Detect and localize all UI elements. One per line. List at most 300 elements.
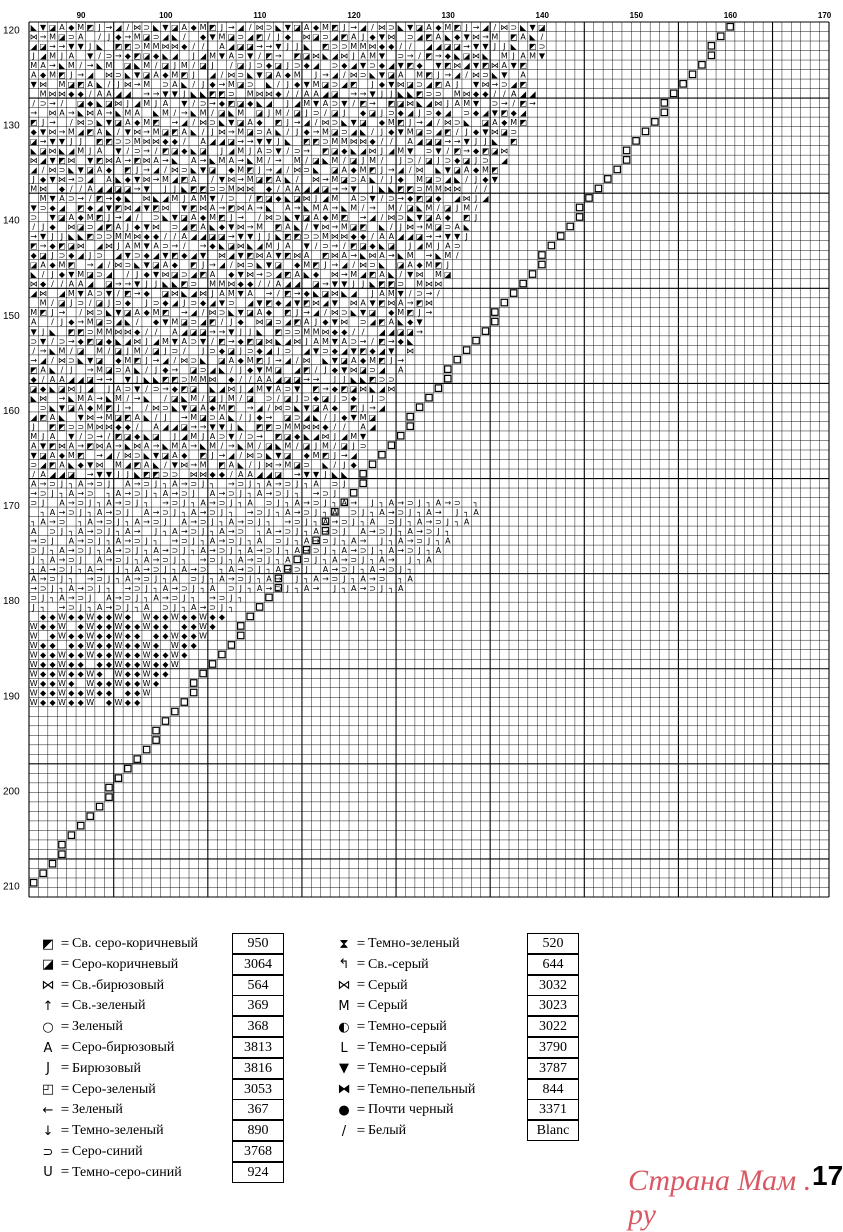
border-stitch xyxy=(68,832,74,839)
stitch-symbol: ◆ xyxy=(49,669,56,679)
stitch-symbol: ◆ xyxy=(312,393,320,403)
stitch-symbol: ◆ xyxy=(303,127,310,137)
stitch-symbol: ⊃ xyxy=(275,213,282,223)
stitch-symbol: ◢ xyxy=(209,70,216,80)
stitch-symbol: W xyxy=(86,679,95,689)
stitch-symbol: → xyxy=(77,317,85,327)
stitch-symbol: ◣ xyxy=(510,41,517,51)
legend-color-name: Серо-зеленый xyxy=(72,1081,156,1097)
stitch-symbol: ⊃ xyxy=(228,536,235,546)
stitch-symbol: / xyxy=(135,213,139,223)
legend-symbol-icon: ⧗ xyxy=(339,936,349,952)
stitch-symbol: A xyxy=(40,469,46,479)
stitch-symbol: ◢ xyxy=(209,137,216,147)
stitch-symbol: → xyxy=(96,565,103,575)
stitch-symbol: J xyxy=(51,584,54,594)
stitch-symbol: ┐ xyxy=(163,479,168,489)
stitch-symbol: J xyxy=(296,127,299,137)
stitch-symbol: ◪ xyxy=(58,384,66,394)
stitch-symbol: ◢ xyxy=(181,118,188,128)
stitch-symbol: ⊃ xyxy=(115,603,122,613)
stitch-symbol: ◢ xyxy=(350,450,357,460)
border-stitch xyxy=(520,280,526,287)
stitch-symbol: A xyxy=(445,536,451,546)
stitch-symbol: → xyxy=(124,536,132,546)
stitch-symbol: ⊃ xyxy=(406,498,414,508)
stitch-symbol: → xyxy=(359,89,367,99)
stitch-symbol: → xyxy=(199,603,207,613)
stitch-symbol: ◢ xyxy=(303,412,310,422)
stitch-symbol: ◣ xyxy=(350,308,357,318)
border-stitch xyxy=(407,413,413,420)
legend-symbol-icon: M xyxy=(338,998,350,1014)
stitch-symbol: A xyxy=(228,156,235,166)
legend-row xyxy=(334,1017,447,1037)
stitch-symbol: M xyxy=(265,241,273,251)
stitch-symbol: ◣ xyxy=(30,270,37,280)
stitch-symbol: M xyxy=(227,79,235,89)
stitch-symbol: / xyxy=(277,393,280,403)
stitch-symbol: ◩ xyxy=(189,184,198,194)
stitch-symbol: ◪ xyxy=(208,165,217,175)
stitch-symbol: ◢ xyxy=(482,108,489,118)
stitch-symbol: A xyxy=(96,146,103,156)
stitch-symbol: → xyxy=(275,526,282,536)
stitch-symbol: A xyxy=(435,213,442,223)
stitch-symbol: ⋈ xyxy=(236,260,245,270)
stitch-symbol: A xyxy=(435,546,442,556)
stitch-symbol: ⊃ xyxy=(416,184,423,194)
stitch-symbol: ⊃ xyxy=(49,574,56,584)
legend-color-name: Темно-пепельный xyxy=(368,1081,476,1097)
stitch-symbol: ▼ xyxy=(200,165,207,175)
stitch-symbol: A xyxy=(350,584,357,594)
stitch-symbol: A xyxy=(520,32,526,42)
legend-equals: = xyxy=(60,1018,70,1035)
stitch-symbol: W xyxy=(114,660,123,670)
stitch-symbol: ▼ xyxy=(472,79,480,89)
stitch-symbol: M xyxy=(49,51,56,61)
stitch-symbol: J xyxy=(51,536,54,546)
stitch-symbol: M xyxy=(77,146,85,156)
stitch-symbol: ◆ xyxy=(134,679,141,689)
stitch-symbol: J xyxy=(446,517,450,527)
stitch-symbol: J xyxy=(211,127,214,137)
stitch-symbol: J xyxy=(220,146,224,156)
stitch-symbol: ▼ xyxy=(209,32,216,42)
stitch-symbol: A xyxy=(209,270,216,280)
stitch-symbol: W xyxy=(57,650,66,660)
stitch-symbol: ⋈ xyxy=(349,365,358,375)
stitch-symbol: A xyxy=(266,127,272,137)
stitch-symbol: J xyxy=(314,555,318,565)
stitch-symbol: J xyxy=(60,479,64,489)
stitch-symbol: → xyxy=(124,403,132,413)
border-stitch xyxy=(219,651,225,658)
stitch-symbol: ⋈ xyxy=(340,317,349,327)
stitch-symbol: ▼ xyxy=(143,222,150,232)
stitch-symbol: ◆ xyxy=(134,650,141,660)
stitch-symbol: ⊃ xyxy=(77,593,85,603)
stitch-symbol: ◆ xyxy=(275,194,282,204)
stitch-symbol: → xyxy=(237,137,245,147)
stitch-symbol: ┐ xyxy=(294,488,300,498)
stitch-symbol: ◆ xyxy=(96,631,103,641)
stitch-symbol: M xyxy=(350,41,358,51)
border-stitch xyxy=(59,851,65,858)
stitch-symbol: → xyxy=(86,260,94,270)
stitch-symbol: ⊃ xyxy=(265,393,273,403)
stitch-symbol: ◣ xyxy=(124,317,131,327)
stitch-symbol: ◩ xyxy=(312,260,320,270)
stitch-symbol: J xyxy=(60,232,64,242)
stitch-symbol: J xyxy=(296,574,299,584)
stitch-symbol: ◪ xyxy=(453,41,462,51)
stitch-symbol: A xyxy=(200,403,206,413)
stitch-symbol: / xyxy=(408,165,412,175)
stitch-symbol: → xyxy=(49,517,56,527)
stitch-symbol: A xyxy=(190,507,197,517)
stitch-symbol: ◪ xyxy=(142,70,151,80)
stitch-symbol: M xyxy=(39,298,47,308)
stitch-symbol: ◣ xyxy=(171,156,178,166)
stitch-symbol: ◪ xyxy=(171,22,179,32)
stitch-symbol: J xyxy=(267,355,271,365)
stitch-symbol: M xyxy=(114,460,122,470)
stitch-symbol: ◩ xyxy=(321,450,330,460)
stitch-symbol: ⊃ xyxy=(152,384,160,394)
stitch-symbol: M xyxy=(359,41,367,51)
stitch-symbol: ◩ xyxy=(349,241,358,251)
stitch-symbol: A xyxy=(209,431,216,441)
stitch-symbol: ◆ xyxy=(303,450,310,460)
stitch-symbol: ▼ xyxy=(265,384,273,394)
stitch-symbol: J xyxy=(192,536,195,546)
stitch-symbol: ⊃ xyxy=(180,536,188,546)
stitch-symbol: ◆ xyxy=(134,631,141,641)
legend-row xyxy=(334,1080,475,1100)
stitch-symbol: → xyxy=(39,574,47,584)
stitch-symbol: ◆ xyxy=(228,165,235,175)
stitch-symbol: W xyxy=(29,669,38,679)
legend-dmc-code: 520 xyxy=(527,933,579,954)
stitch-symbol: → xyxy=(143,165,150,175)
stitch-symbol: ⋈ xyxy=(312,298,321,308)
stitch-symbol: M xyxy=(30,308,38,318)
stitch-symbol: A xyxy=(172,526,178,536)
stitch-symbol: M xyxy=(303,98,311,108)
stitch-symbol: ◣ xyxy=(49,327,56,337)
stitch-symbol: ◩ xyxy=(378,298,386,308)
stitch-symbol: M xyxy=(312,203,320,213)
stitch-symbol: ◩ xyxy=(199,450,207,460)
legend-dmc-code: 950 xyxy=(232,933,284,954)
stitch-symbol: → xyxy=(388,165,395,175)
stitch-symbol: ◆ xyxy=(218,469,226,479)
stitch-symbol: ◪ xyxy=(161,127,170,137)
stitch-symbol: ◢ xyxy=(463,60,470,70)
stitch-symbol: ◪ xyxy=(199,146,207,156)
stitch-symbol: ◆ xyxy=(472,108,480,118)
stitch-symbol: → xyxy=(58,555,66,565)
border-stitch xyxy=(398,432,404,439)
stitch-symbol: ┐ xyxy=(332,498,338,508)
border-stitch xyxy=(473,337,479,344)
stitch-symbol: / xyxy=(258,51,261,61)
stitch-symbol: M xyxy=(114,393,122,403)
stitch-symbol: ⋈ xyxy=(415,165,424,175)
stitch-symbol: A xyxy=(379,232,385,242)
stitch-symbol: ◆ xyxy=(331,327,338,337)
stitch-symbol: → xyxy=(30,584,38,594)
stitch-symbol: → xyxy=(350,498,358,508)
stitch-symbol: ◪ xyxy=(462,51,471,61)
stitch-symbol: ⋈ xyxy=(434,279,443,289)
stitch-symbol: J xyxy=(117,517,120,527)
stitch-symbol: A xyxy=(134,308,140,318)
stitch-symbol: ┐ xyxy=(191,546,197,556)
stitch-symbol: ◣ xyxy=(303,431,310,441)
stitch-symbol: A xyxy=(426,555,432,565)
stitch-symbol: ◪ xyxy=(227,346,236,356)
stitch-symbol: M xyxy=(58,260,66,270)
stitch-symbol: ⊃ xyxy=(30,498,38,508)
stitch-symbol: M xyxy=(124,355,132,365)
stitch-symbol: ⋈ xyxy=(199,203,208,213)
stitch-symbol: ▼ xyxy=(228,118,235,128)
stitch-symbol: → xyxy=(39,346,47,356)
stitch-symbol: / xyxy=(361,203,365,213)
stitch-symbol: → xyxy=(77,584,85,594)
stitch-symbol: ⋈ xyxy=(349,137,358,147)
border-stitch xyxy=(360,480,366,487)
stitch-symbol: M xyxy=(218,403,226,413)
stitch-symbol: ┐ xyxy=(40,507,46,517)
stitch-symbol: ◪ xyxy=(312,403,320,413)
stitch-symbol: ◢ xyxy=(369,317,376,327)
stitch-symbol: ◣ xyxy=(407,89,414,99)
stitch-symbol: ⊃ xyxy=(359,546,367,556)
stitch-symbol: ⊃ xyxy=(303,165,310,175)
stitch-symbol: ◪ xyxy=(293,108,302,118)
stitch-symbol: A xyxy=(49,507,56,517)
stitch-symbol: M xyxy=(77,393,85,403)
y-tick-label: 170 xyxy=(3,501,20,513)
stitch-symbol: ◆ xyxy=(49,660,56,670)
stitch-symbol: ┐ xyxy=(247,584,253,594)
stitch-symbol: ◣ xyxy=(463,118,470,128)
stitch-symbol: J xyxy=(107,298,111,308)
stitch-symbol: J xyxy=(136,498,139,508)
stitch-symbol: / xyxy=(230,469,233,479)
stitch-symbol: ⊃ xyxy=(39,98,47,108)
stitch-symbol: ⊃ xyxy=(77,175,85,185)
stitch-symbol: A xyxy=(87,184,93,194)
stitch-symbol: → xyxy=(293,289,301,299)
stitch-symbol: ▼ xyxy=(369,89,376,99)
stitch-symbol: → xyxy=(162,546,169,556)
stitch-symbol: ◩ xyxy=(76,327,85,337)
stitch-symbol: A xyxy=(407,137,413,147)
stitch-symbol: M xyxy=(49,70,56,80)
stitch-symbol: ⋈ xyxy=(359,137,368,147)
stitch-symbol: ⊃ xyxy=(133,536,141,546)
stitch-symbol: ⋈ xyxy=(189,469,198,479)
stitch-symbol: J xyxy=(296,526,299,536)
stitch-symbol: ◆ xyxy=(360,232,367,242)
stitch-symbol: → xyxy=(256,546,263,556)
stitch-symbol: M xyxy=(143,98,151,108)
stitch-symbol: J xyxy=(230,317,233,327)
stitch-symbol: ▼ xyxy=(256,365,263,375)
stitch-symbol: A xyxy=(190,156,197,166)
stitch-symbol: ◪ xyxy=(199,60,207,70)
stitch-symbol: ◣ xyxy=(96,79,103,89)
stitch-symbol: ◪ xyxy=(142,32,151,42)
stitch-symbol: ◣ xyxy=(134,365,141,375)
stitch-symbol: ▼ xyxy=(407,270,414,280)
legend-color-name: Темно-серый xyxy=(368,1019,447,1035)
stitch-symbol: ◆ xyxy=(397,336,404,346)
border-stitch xyxy=(369,461,375,468)
stitch-symbol: → xyxy=(293,507,301,517)
stitch-symbol: A xyxy=(454,222,460,232)
stitch-symbol: ◢ xyxy=(294,98,301,108)
stitch-symbol: ┐ xyxy=(304,574,310,584)
stitch-symbol: / xyxy=(380,194,384,204)
stitch-symbol: ◆ xyxy=(181,251,188,261)
stitch-symbol: ◆ xyxy=(77,336,84,346)
stitch-symbol: ⊃ xyxy=(124,260,132,270)
stitch-symbol: ┐ xyxy=(68,526,74,536)
stitch-symbol: ◩ xyxy=(105,222,113,232)
stitch-symbol: A xyxy=(59,22,65,32)
stitch-symbol: ▼ xyxy=(115,146,122,156)
stitch-symbol: → xyxy=(115,593,122,603)
stitch-symbol: / xyxy=(305,156,308,166)
stitch-symbol: ◪ xyxy=(359,241,367,251)
stitch-symbol: ◣ xyxy=(171,32,178,42)
stitch-symbol: ◪ xyxy=(284,412,292,422)
stitch-symbol: ◪ xyxy=(415,232,424,242)
border-stitch xyxy=(492,309,498,316)
stitch-symbol: / xyxy=(380,156,384,166)
stitch-symbol: J xyxy=(239,327,242,337)
stitch-symbol: → xyxy=(350,22,358,32)
stitch-symbol: ⊃ xyxy=(246,79,254,89)
stitch-symbol: A xyxy=(190,213,197,223)
stitch-symbol: ⋈ xyxy=(48,146,57,156)
stitch-symbol: A xyxy=(59,194,65,204)
stitch-symbol: ⋈ xyxy=(425,298,433,308)
stitch-symbol: A xyxy=(369,517,376,527)
stitch-symbol: ◣ xyxy=(115,175,122,185)
stitch-symbol: ◆ xyxy=(237,317,244,327)
stitch-symbol: M xyxy=(105,60,113,70)
legend-row xyxy=(38,996,145,1016)
stitch-symbol: ◆ xyxy=(209,79,216,89)
stitch-symbol: → xyxy=(435,232,442,242)
stitch-symbol: → xyxy=(218,450,226,460)
stitch-symbol: / xyxy=(286,89,290,99)
stitch-symbol: ◣ xyxy=(322,460,329,470)
stitch-symbol: M xyxy=(124,108,132,118)
stitch-symbol: ▼ xyxy=(237,308,244,318)
stitch-symbol: ⊃ xyxy=(133,450,141,460)
stitch-symbol: ◆ xyxy=(143,251,150,261)
stitch-symbol: → xyxy=(444,498,452,508)
stitch-symbol: ◆ xyxy=(152,660,160,670)
stitch-symbol: ◢ xyxy=(425,79,433,89)
stitch-symbol: → xyxy=(152,89,160,99)
stitch-symbol: ◢ xyxy=(190,270,197,280)
stitch-symbol: ◣ xyxy=(209,156,216,166)
stitch-symbol: A xyxy=(303,89,310,99)
stitch-symbol: ◪ xyxy=(274,365,283,375)
stitch-symbol: ⋈ xyxy=(39,289,48,299)
stitch-symbol: → xyxy=(96,450,103,460)
stitch-symbol: A xyxy=(407,260,413,270)
stitch-symbol: ⊃ xyxy=(246,346,254,356)
stitch-symbol: J xyxy=(51,232,54,242)
stitch-symbol: ⋈ xyxy=(312,51,321,61)
stitch-symbol: J xyxy=(173,60,177,70)
legend-color-name: Темно-серо-синий xyxy=(72,1164,182,1180)
stitch-symbol: W xyxy=(142,641,151,651)
stitch-symbol: ┐ xyxy=(87,603,93,613)
stitch-symbol: ◢ xyxy=(247,298,254,308)
stitch-symbol: A xyxy=(256,374,263,384)
stitch-symbol: ◩ xyxy=(340,213,349,223)
stitch-symbol: A xyxy=(125,241,131,251)
stitch-symbol: ⊃ xyxy=(115,365,122,375)
stitch-symbol: → xyxy=(340,450,348,460)
stitch-symbol: ┐ xyxy=(370,507,375,517)
stitch-symbol: A xyxy=(40,517,46,527)
stitch-symbol: ◣ xyxy=(143,431,150,441)
stitch-symbol: ◪ xyxy=(312,32,320,42)
stitch-symbol: W xyxy=(57,660,66,670)
stitch-symbol: ◢ xyxy=(87,384,94,394)
stitch-symbol: M xyxy=(86,422,94,432)
stitch-symbol: ◢ xyxy=(416,241,423,251)
stitch-symbol: ⊃ xyxy=(369,260,376,270)
stitch-symbol: ◆ xyxy=(49,203,56,213)
stitch-symbol: ◆ xyxy=(105,660,113,670)
stitch-symbol: ▼ xyxy=(397,60,404,70)
stitch-symbol: ◆ xyxy=(105,336,113,346)
stitch-symbol: / xyxy=(192,118,196,128)
stitch-symbol: A xyxy=(68,279,75,289)
page-number: 17 xyxy=(812,1160,843,1191)
stitch-symbol: ◆ xyxy=(171,137,178,147)
stitch-symbol: / xyxy=(220,70,224,80)
stitch-symbol: J xyxy=(512,51,515,61)
stitch-symbol: ⊃ xyxy=(199,565,207,575)
stitch-symbol: ┐ xyxy=(445,526,451,536)
stitch-symbol: J xyxy=(79,603,82,613)
stitch-symbol: ◣ xyxy=(388,270,395,280)
stitch-symbol: ┐ xyxy=(153,584,159,594)
stitch-symbol: M xyxy=(312,327,320,337)
stitch-symbol: M xyxy=(482,165,489,175)
legend-equals: = xyxy=(356,1018,366,1035)
stitch-symbol: A xyxy=(68,441,75,451)
stitch-symbol: W xyxy=(57,688,66,698)
stitch-symbol: ◆ xyxy=(134,327,141,337)
stitch-symbol: ◢ xyxy=(388,60,395,70)
stitch-symbol: ◣ xyxy=(190,127,197,137)
